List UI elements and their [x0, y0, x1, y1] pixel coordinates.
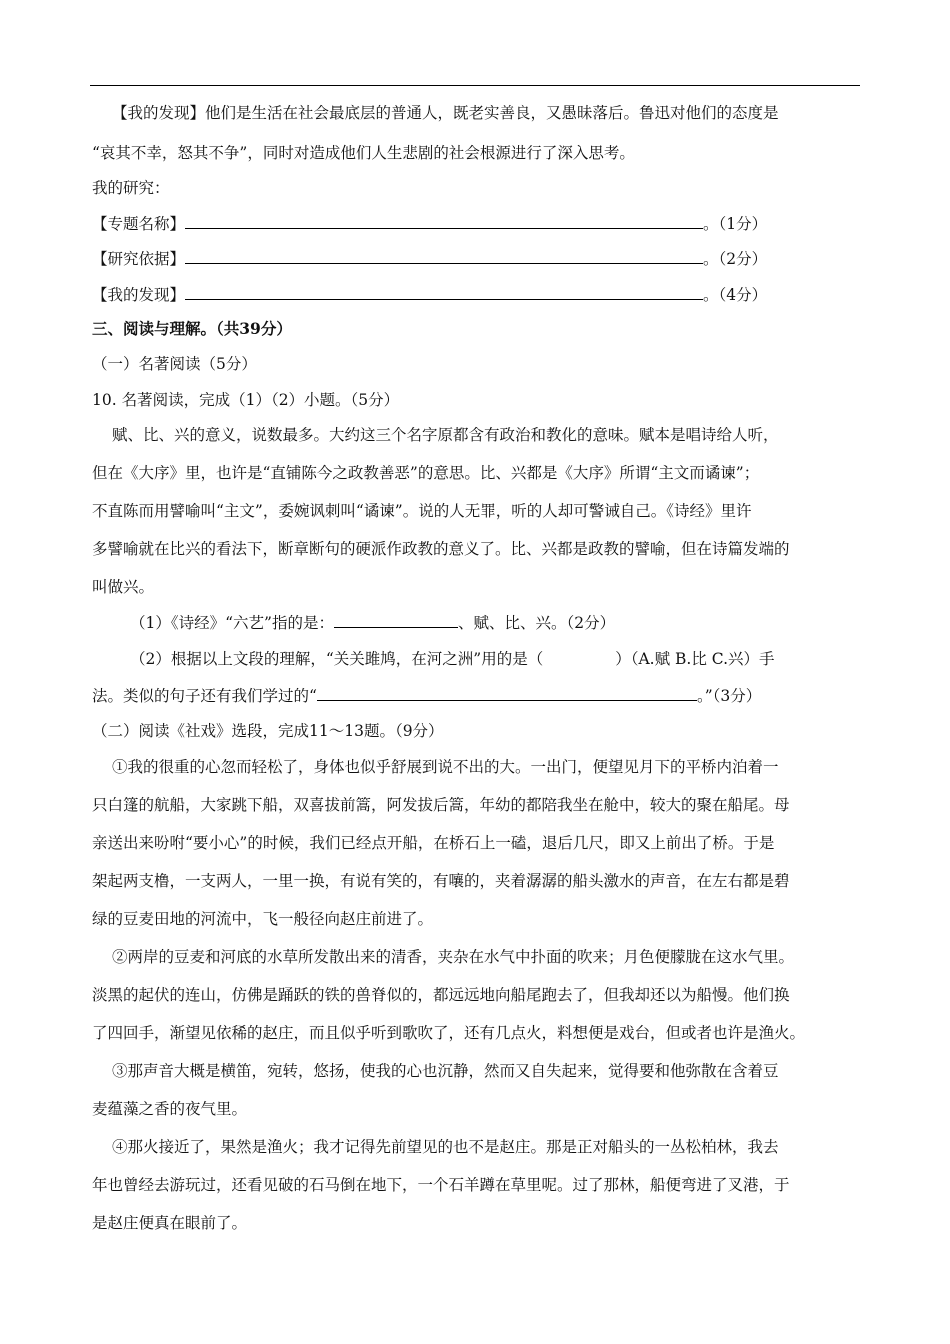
field-score: 。（1分） — [703, 215, 768, 233]
field-research-basis — [92, 248, 767, 269]
field-label: 【研究依据】 — [92, 250, 186, 268]
shexi-line: 年也曾经去游玩过，还看见破的石马倒在地下，一个石羊蹲在草里呢。过了那林，船便弯进了叉港，于 — [92, 1176, 790, 1194]
field-my-discovery — [92, 284, 767, 305]
sub-question-2-prompt: 法。类似的句子还有我们学过的“ — [92, 687, 317, 705]
field-score: 。（4分） — [703, 286, 768, 304]
shexi-line: 是赵庄便真在眼前了。 — [92, 1214, 248, 1232]
answer-blank[interactable] — [185, 248, 703, 264]
answer-blank[interactable] — [185, 213, 703, 229]
field-score: 。（2分） — [703, 250, 768, 268]
sub-question-2-options: ）（A.赋 B.比 C.兴）手 — [615, 650, 775, 668]
field-label: 【专题名称】 — [92, 215, 186, 233]
part-1-heading: （一）名著阅读（5分） — [92, 355, 257, 373]
shexi-line: 亲送出来吩咐“要小心”的时候，我们已经点开船，在桥石上一磕，退后几尺，即又上前出了桥。于是 — [92, 834, 775, 852]
shexi-line: ②两岸的豆麦和河底的水草所发散出来的清香，夹杂在水气中扑面的吹来；月色便朦胧在这水气里。 — [112, 948, 795, 966]
sub-question-1 — [130, 612, 615, 633]
shexi-line: ③那声音大概是横笛，宛转，悠扬，使我的心也沉静，然而又自失起来，觉得要和他弥散在含着豆 — [112, 1062, 779, 1080]
shexi-line: ④那火接近了，果然是渔火；我才记得先前望见的也不是赵庄。那是正对船头的一丛松柏林，我去 — [112, 1138, 779, 1156]
field-topic-name — [92, 213, 767, 234]
passage-line: 但在《大序》里，也许是“直铺陈今之政教善恶”的意思。比、兴都是《大序》所谓“主文而谲谏”； — [92, 464, 760, 482]
field-label: 【我的发现】 — [92, 286, 186, 304]
discovery-line-1: 【我的发现】他们是生活在社会最底层的普通人，既老实善良，又愚昧落后。鲁迅对他们的态度是 — [112, 104, 779, 122]
passage-line: 赋、比、兴的意义，说数最多。大约这三个名字原都含有政治和教化的意味。赋本是唱诗给人听， — [112, 426, 779, 444]
discovery-line-2: “哀其不幸，怒其不争”，同时对造成他们人生悲剧的社会根源进行了深入思考。 — [92, 144, 635, 162]
answer-blank[interactable] — [185, 284, 703, 300]
header-rule — [90, 85, 860, 86]
question-10: 10. 名著阅读，完成（1）（2）小题。（5分） — [92, 391, 400, 409]
research-heading: 我的研究： — [92, 179, 170, 197]
sub-question-1-score: 、赋、比、兴。（2分） — [457, 614, 616, 632]
sub-question-1-text: （1）《诗经》“六艺”指的是： — [130, 614, 334, 632]
sub-question-2-line-2 — [92, 685, 761, 706]
passage-line: 不直陈而用譬喻叫“主文”，委婉讽刺叫“谲谏”。说的人无罪，听的人却可警诫自己。《诗经》里许 — [92, 502, 752, 520]
passage-line: 叫做兴。 — [92, 578, 155, 596]
part-2-heading: （二）阅读《社戏》选段，完成11～13题。（9分） — [92, 722, 444, 740]
answer-blank[interactable] — [334, 612, 458, 628]
sub-question-2 — [130, 649, 775, 669]
answer-blank[interactable] — [317, 685, 697, 701]
shexi-line: 架起两支橹，一支两人，一里一换，有说有笑的，有嚷的，夹着潺潺的船头激水的声音，在左右都是碧 — [92, 872, 790, 890]
shexi-line: 了四回手，渐望见依稀的赵庄，而且似乎听到歌吹了，还有几点火，料想便是戏台，但或者也许是渔火。 — [92, 1024, 806, 1042]
section-3-title: 三、阅读与理解。（共39分） — [92, 319, 292, 338]
shexi-line: 淡黑的起伏的连山，仿佛是踊跃的铁的兽脊似的，都远远地向船尾跑去了，但我却还以为船慢。他们换 — [92, 986, 790, 1004]
shexi-line: 只白篷的航船，大家跳下船，双喜拔前篙，阿发拔后篙，年幼的都陪我坐在舱中，较大的聚在船尾。母 — [92, 796, 790, 814]
sub-question-2-score: 。”（3分） — [696, 687, 762, 705]
shexi-line: 麦蕴藻之香的夜气里。 — [92, 1100, 248, 1118]
shexi-line: ①我的很重的心忽而轻松了，身体也似乎舒展到说不出的大。一出门，便望见月下的平桥内泊着一 — [112, 758, 779, 776]
shexi-line: 绿的豆麦田地的河流中，飞一般径向赵庄前进了。 — [92, 910, 434, 928]
sub-question-2-text: （2）根据以上文段的理解，“关关雎鸠，在河之洲”用的是（ — [130, 650, 544, 668]
passage-line: 多譬喻就在比兴的看法下，断章断句的硬派作政教的意义了。比、兴都是政教的譬喻，但在诗篇发端的 — [92, 540, 790, 558]
